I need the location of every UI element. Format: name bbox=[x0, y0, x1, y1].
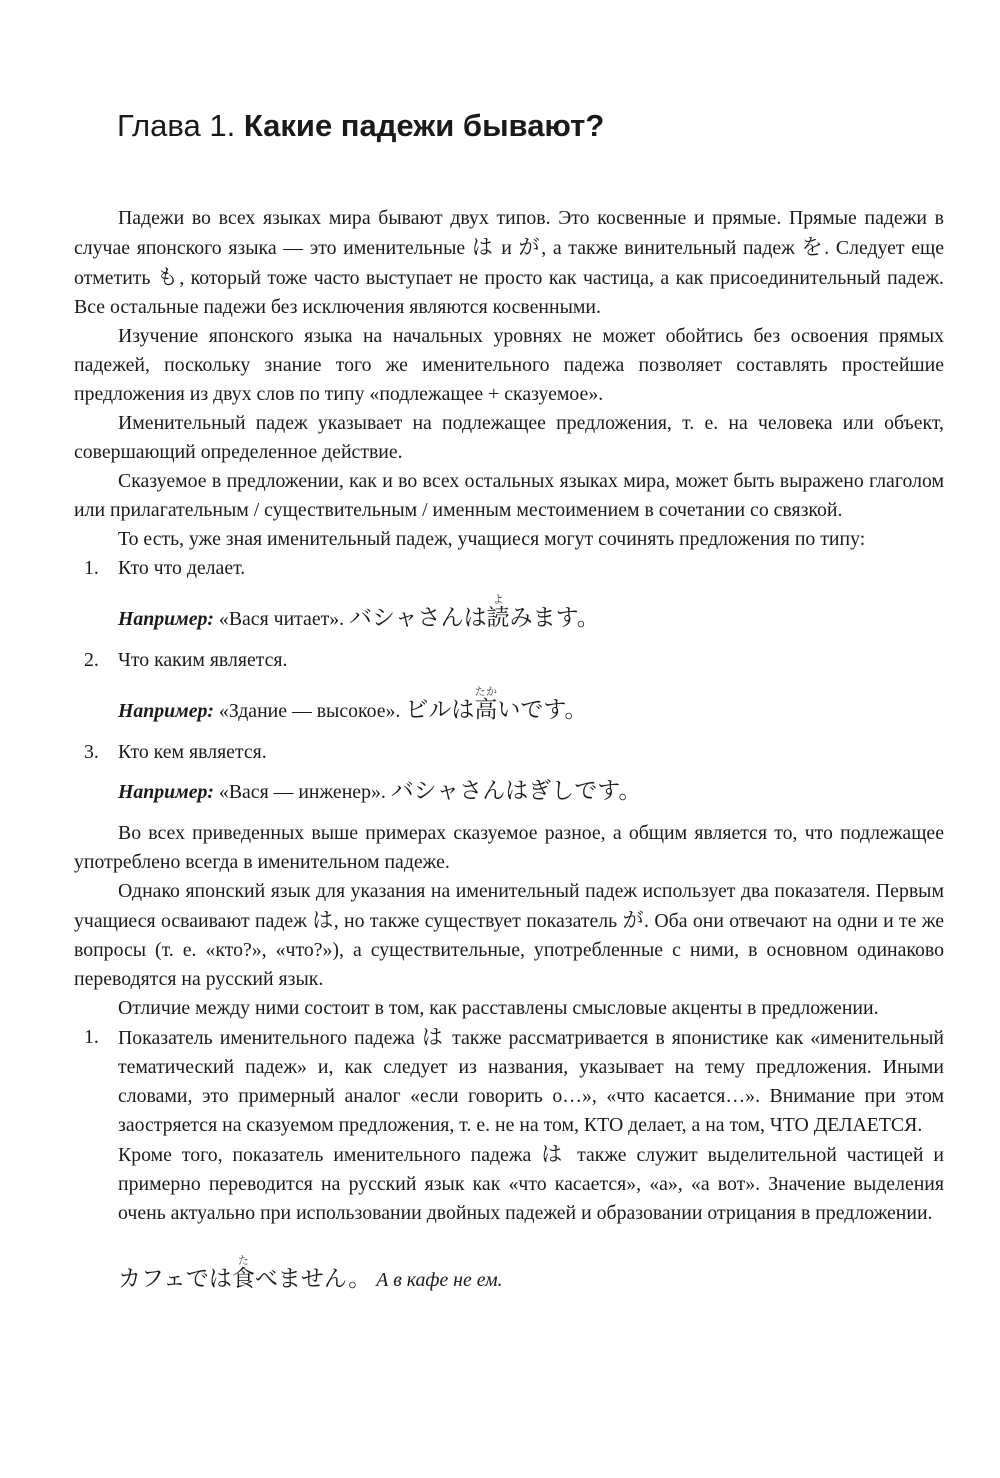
list-item: 3. Кто кем является. bbox=[84, 741, 267, 763]
paragraph-summary: Во всех приведенных выше примерах сказуемое разное, а общим является то, что подлежащее употреблено всегда в именительном падеже. bbox=[74, 822, 944, 873]
particle-ha: は bbox=[471, 235, 495, 259]
japanese-example: バシャさんは読よみます。 bbox=[349, 593, 600, 631]
particle-ha: は bbox=[421, 1025, 446, 1049]
list-item: 1. Кто что делает. bbox=[84, 557, 246, 579]
paragraph-cases-types: Падежи во всех языках мира бывают двух типов. Это косвенные и прямые. Прямые падежи в случае японского языка — это именительные は и が, а также винительный падеж を. Следует еще отметить も, который тоже часто выступает не просто как частица, а как присоединительный падеж. Все остальные падежи без исключения являются косвенными. bbox=[74, 207, 945, 318]
example: Например: «Вася читает». バシャさんは読よみます。 bbox=[118, 593, 600, 631]
japanese-example: ビルは高たかいです。 bbox=[405, 685, 588, 723]
example: Например: «Здание — высокое». ビルは高たかいです。 bbox=[118, 685, 588, 723]
example: Например: «Вася — инженер». バシャさんはぎしです。 bbox=[118, 778, 642, 804]
particle-ga: が bbox=[622, 908, 645, 932]
particle-ha: は bbox=[541, 1142, 568, 1166]
example-list bbox=[74, 554, 944, 807]
list-item: 2. Что каким является. bbox=[84, 649, 288, 671]
furigana: よ bbox=[486, 593, 510, 606]
particle-wo: を bbox=[801, 235, 825, 259]
japanese-example: カフェでは食たべません。 bbox=[118, 1254, 372, 1292]
paragraph-types-intro: То есть, уже зная именительный падеж, учащиеся могут сочинять предложения по типу: bbox=[118, 528, 866, 550]
translation: А в кафе не ем. bbox=[376, 1269, 503, 1291]
furigana: たか bbox=[474, 685, 498, 698]
paragraph-predicate: Сказуемое в предложении, как и во всех остальных языках мира, может быть выражено глаголом или прилагательным / существительным / именным местоимением в сочетании со связкой. bbox=[74, 470, 944, 521]
paragraph-two-markers: Однако японский язык для указания на именительный падеж использует два показателя. Первым учащиеся осваивают падеж は, но также существует показатель が. Оба они отвечают на одни и те же вопросы (т. е. «кто?», «что?»), а существительные, употребленные с ними, в основном одинаково переводятся на русский язык. bbox=[74, 880, 945, 990]
chapter-number: Глава 1. bbox=[117, 108, 236, 143]
particle-mo: も bbox=[156, 265, 180, 289]
chapter-body bbox=[74, 204, 944, 1295]
japanese-example: バシャさんはぎしです。 bbox=[390, 778, 642, 804]
chapter-heading: Какие падежи бывают? bbox=[243, 108, 605, 143]
list-item-continuation: Кроме того, показатель именительного падежа は также служит выделительной частицей и примерно переводится на русский язык как «что касается», «а», «а вот». Значение выделения очень актуально при использовании двойных падежей и образовании отрицания в предложении. bbox=[118, 1142, 945, 1224]
furigana: た bbox=[231, 1254, 255, 1267]
particle-ga: が bbox=[518, 235, 542, 259]
paragraph-study: Изучение японского языка на начальных уровнях не может обойтись без освоения прямых падежей, поскольку знание того же именительного падежа позволяет составлять простейшие предложения из двух слов по типу «подлежащее + сказуемое». bbox=[74, 325, 944, 405]
list-item: 1. Показатель именительного падежа は также рассматривается в японистике как «именительный тематический падеж» и, как следует из названия, указывает на тему предложения. Иными словами, это примерный аналог «если говорить о…», «что касается…». Внимание при этом заостряется на сказуемом предложения, т. е. не на том, КТО делает, а на том, ЧТО ДЕЛАЕТСЯ. bbox=[84, 1025, 944, 1136]
paragraph-difference: Отличие между ними состоит в том, как расставлены смысловые акценты в предложении. bbox=[118, 997, 879, 1019]
paragraph-nominative: Именительный падеж указывает на подлежащее предложения, т. е. на человека или объект, совершающий определенное действие. bbox=[74, 412, 944, 463]
final-example bbox=[74, 1254, 944, 1295]
particle-ha: は bbox=[312, 908, 334, 932]
chapter-title bbox=[117, 108, 604, 144]
